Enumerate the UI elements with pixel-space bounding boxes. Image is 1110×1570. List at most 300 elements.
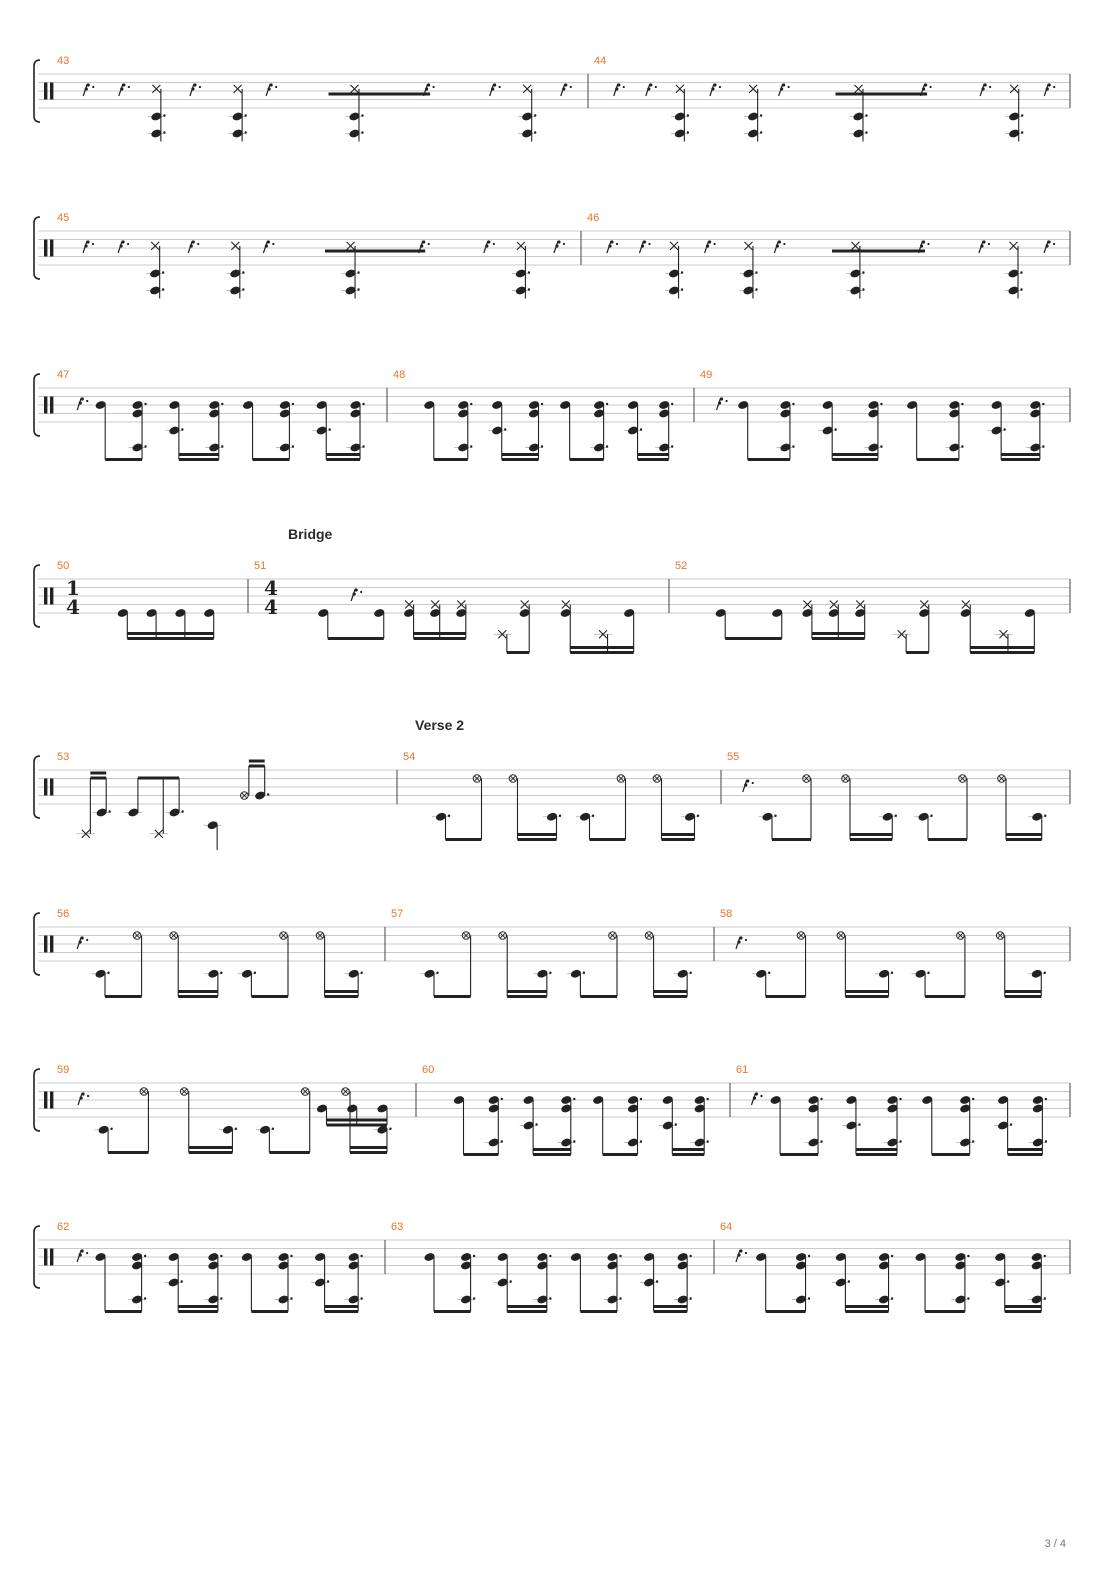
measure-notes — [743, 775, 1047, 840]
augmentation-dot — [163, 114, 165, 116]
augmentation-dot — [792, 445, 794, 447]
rest-flag — [737, 940, 740, 943]
augmentation-dot — [470, 403, 472, 405]
cymbal-x-notehead — [152, 85, 160, 93]
augmentation-dot — [573, 1098, 575, 1100]
rest-flag — [718, 401, 721, 404]
augmentation-dot — [163, 131, 165, 133]
staff-system — [34, 526, 1070, 653]
augmentation-dot — [86, 400, 88, 402]
cymbal-x-notehead — [670, 242, 678, 250]
rest-flag — [643, 240, 646, 243]
cymbal-x-notehead — [347, 242, 355, 250]
rest-flag — [190, 244, 193, 247]
augmentation-dot — [144, 1297, 146, 1299]
augmentation-dot — [275, 86, 277, 88]
rest-flag — [922, 87, 925, 90]
augmentation-dot — [549, 1297, 551, 1299]
rest-flag — [755, 1092, 758, 1095]
augmentation-dot — [862, 288, 864, 290]
rest-flag — [649, 83, 652, 86]
measure-number: 43 — [57, 55, 70, 67]
augmentation-dot — [687, 114, 689, 116]
augmentation-dot — [144, 445, 146, 447]
rest-flag — [85, 87, 88, 90]
rest-flag — [617, 83, 620, 86]
augmentation-dot — [671, 403, 673, 405]
staff-system — [34, 369, 1070, 460]
rest-flag — [739, 1249, 742, 1252]
augmentation-dot — [891, 1297, 893, 1299]
augmentation-dot — [1021, 114, 1023, 116]
rest-flag — [84, 244, 87, 247]
rest-flag — [746, 779, 749, 782]
rest-flag — [708, 240, 711, 243]
cymbal-x-notehead — [350, 85, 358, 93]
augmentation-dot — [640, 1098, 642, 1100]
cymbal-x-notehead — [234, 85, 242, 93]
rest-flag — [427, 83, 430, 86]
rest-flag — [1045, 244, 1048, 247]
rest-flag — [564, 83, 567, 86]
time-signature-denominator: 4 — [264, 595, 278, 619]
rest-flag — [739, 936, 742, 939]
augmentation-dot — [616, 243, 618, 245]
rest-flag — [425, 87, 428, 90]
augmentation-dot — [640, 1140, 642, 1142]
rest-flag — [493, 83, 496, 86]
rest-flag — [737, 1253, 740, 1256]
augmentation-dot — [899, 1140, 901, 1142]
augmentation-dot — [656, 1280, 658, 1282]
measure-notes — [453, 1095, 709, 1155]
augmentation-dot — [361, 131, 363, 133]
cymbal-x-notehead — [749, 85, 757, 93]
augmentation-dot — [880, 403, 882, 405]
augmentation-dot — [563, 243, 565, 245]
augmentation-dot — [549, 1255, 551, 1257]
rest-flag — [79, 1096, 82, 1099]
augmentation-dot — [707, 1140, 709, 1142]
augmentation-dot — [541, 445, 543, 447]
rest-flag — [422, 240, 425, 243]
percussion-clef — [44, 588, 47, 605]
augmentation-dot — [92, 86, 94, 88]
rest-flag — [982, 240, 985, 243]
rest-flag — [193, 83, 196, 86]
augmentation-dot — [972, 1098, 974, 1100]
rest-flag — [120, 87, 123, 90]
rest-flag — [1047, 240, 1050, 243]
augmentation-dot — [681, 288, 683, 290]
rest-flag — [1046, 87, 1049, 90]
augmentation-dot — [267, 793, 269, 795]
augmentation-dot — [549, 972, 551, 974]
measure-number: 48 — [393, 369, 406, 381]
rest-flag — [778, 240, 781, 243]
rest-flag — [79, 940, 82, 943]
measure-notes — [736, 1249, 1046, 1311]
measure-notes — [717, 397, 1045, 459]
augmentation-dot — [360, 1297, 362, 1299]
section-label: Bridge — [288, 526, 333, 542]
measure-number: 58 — [720, 908, 733, 920]
augmentation-dot — [473, 1297, 475, 1299]
rest-flag — [86, 240, 89, 243]
augmentation-dot — [930, 86, 932, 88]
augmentation-dot — [220, 1255, 222, 1257]
augmentation-dot — [87, 1095, 89, 1097]
augmentation-dot — [1021, 131, 1023, 133]
augmentation-dot — [162, 288, 164, 290]
percussion-clef — [44, 1092, 47, 1109]
rest-flag — [1048, 83, 1051, 86]
percussion-clef — [44, 240, 47, 257]
augmentation-dot — [86, 939, 88, 941]
augmentation-dot — [899, 1098, 901, 1100]
augmentation-dot — [967, 1297, 969, 1299]
cymbal-x-notehead — [744, 242, 752, 250]
rest-flag — [982, 87, 985, 90]
augmentation-dot — [1007, 1280, 1009, 1282]
rest-flag — [562, 87, 565, 90]
measure-notes — [77, 397, 365, 459]
augmentation-dot — [235, 1128, 237, 1130]
augmentation-dot — [848, 1280, 850, 1282]
augmentation-dot — [752, 782, 754, 784]
augmentation-dot — [808, 1297, 810, 1299]
cymbal-x-notehead — [851, 242, 859, 250]
augmentation-dot — [541, 403, 543, 405]
augmentation-dot — [865, 131, 867, 133]
page-number: 3 / 4 — [1044, 1538, 1066, 1550]
staff-system — [34, 212, 1070, 299]
augmentation-dot — [988, 243, 990, 245]
percussion-clef — [50, 779, 53, 796]
staff-system — [34, 1221, 1070, 1312]
percussion-clef — [44, 936, 47, 953]
rest-flag — [355, 588, 358, 591]
rest-flag — [555, 244, 558, 247]
augmentation-dot — [967, 1255, 969, 1257]
measure-number: 52 — [675, 560, 688, 572]
augmentation-dot — [862, 271, 864, 273]
cymbal-x-notehead — [1010, 85, 1018, 93]
augmentation-dot — [891, 972, 893, 974]
augmentation-dot — [583, 972, 585, 974]
measure-notes — [607, 240, 1055, 298]
rest-flag — [120, 244, 123, 247]
augmentation-dot — [220, 1297, 222, 1299]
augmentation-dot — [162, 271, 164, 273]
augmentation-dot — [1020, 271, 1022, 273]
cymbal-x-notehead — [523, 85, 531, 93]
rest-flag — [706, 244, 709, 247]
augmentation-dot — [144, 403, 146, 405]
measure-notes — [77, 932, 363, 997]
rest-flag — [780, 87, 783, 90]
augmentation-dot — [290, 1255, 292, 1257]
augmentation-dot — [1020, 288, 1022, 290]
augmentation-dot — [834, 428, 836, 430]
augmentation-dot — [755, 288, 757, 290]
augmentation-dot — [528, 271, 530, 273]
augmentation-dot — [689, 1255, 691, 1257]
augmentation-dot — [930, 815, 932, 817]
augmentation-dot — [972, 1140, 974, 1142]
augmentation-dot — [327, 1280, 329, 1282]
rest-flag — [485, 244, 488, 247]
augmentation-dot — [1044, 815, 1046, 817]
augmentation-dot — [534, 114, 536, 116]
augmentation-dot — [755, 271, 757, 273]
augmentation-dot — [573, 1140, 575, 1142]
augmentation-dot — [675, 1123, 677, 1125]
rest-flag — [487, 240, 490, 243]
augmentation-dot — [768, 972, 770, 974]
augmentation-dot — [714, 243, 716, 245]
augmentation-dot — [86, 1252, 88, 1254]
cymbal-x-notehead — [517, 242, 525, 250]
measure-number: 57 — [391, 908, 404, 920]
augmentation-dot — [961, 445, 963, 447]
cymbal-x-notehead — [676, 85, 684, 93]
augmentation-dot — [144, 1255, 146, 1257]
augmentation-dot — [865, 114, 867, 116]
time-signature-denominator: 4 — [66, 595, 80, 619]
percussion-clef — [50, 1092, 53, 1109]
measure-notes — [736, 932, 1046, 997]
rest-flag — [615, 87, 618, 90]
time-signature-numerator: 1 — [66, 576, 80, 600]
augmentation-dot — [501, 1098, 503, 1100]
rest-flag — [753, 1096, 756, 1099]
augmentation-dot — [1044, 1297, 1046, 1299]
augmentation-dot — [199, 86, 201, 88]
augmentation-dot — [619, 1255, 621, 1257]
augmentation-dot — [681, 271, 683, 273]
augmentation-dot — [606, 445, 608, 447]
rest-flag — [980, 244, 983, 247]
augmentation-dot — [1053, 243, 1055, 245]
augmentation-dot — [961, 403, 963, 405]
augmentation-dot — [272, 1128, 274, 1130]
percussion-clef — [50, 397, 53, 414]
measure-number: 50 — [57, 560, 70, 572]
section-label: Verse 2 — [415, 717, 465, 733]
measure-number: 54 — [403, 751, 416, 763]
rest-flag — [81, 1092, 84, 1095]
augmentation-dot — [360, 1255, 362, 1257]
augmentation-dot — [221, 403, 223, 405]
augmentation-dot — [792, 403, 794, 405]
augmentation-dot — [592, 815, 594, 817]
augmentation-dot — [1045, 1140, 1047, 1142]
percussion-clef — [50, 588, 53, 605]
augmentation-dot — [1045, 1098, 1047, 1100]
measure-notes — [83, 240, 565, 298]
rest-flag — [79, 401, 82, 404]
rest-flag — [270, 83, 273, 86]
augmentation-dot — [570, 86, 572, 88]
augmentation-dot — [128, 86, 130, 88]
augmentation-dot — [292, 445, 294, 447]
staff-system — [34, 717, 1070, 850]
augmentation-dot — [774, 815, 776, 817]
percussion-clef — [44, 397, 47, 414]
rest-flag — [79, 1253, 82, 1256]
augmentation-dot — [221, 445, 223, 447]
augmentation-dot — [360, 591, 362, 593]
staff-system — [34, 1064, 1070, 1155]
augmentation-dot — [254, 972, 256, 974]
augmentation-dot — [181, 1280, 183, 1282]
augmentation-dot — [1044, 1255, 1046, 1257]
rest-flag — [491, 87, 494, 90]
augmentation-dot — [470, 445, 472, 447]
rest-flag — [984, 83, 987, 86]
augmentation-dot — [244, 114, 246, 116]
augmentation-dot — [290, 1297, 292, 1299]
rest-flag — [81, 936, 84, 939]
rest-flag — [713, 83, 716, 86]
percussion-clef — [50, 936, 53, 953]
measure-notes — [77, 1249, 363, 1311]
measure-number: 64 — [720, 1221, 733, 1233]
measure-number: 45 — [57, 212, 70, 224]
augmentation-dot — [535, 1123, 537, 1125]
augmentation-dot — [606, 403, 608, 405]
cymbal-x-notehead — [231, 242, 239, 250]
percussion-clef — [50, 1249, 53, 1266]
rest-flag — [81, 397, 84, 400]
augmentation-dot — [1042, 445, 1044, 447]
augmentation-dot — [433, 86, 435, 88]
rest-flag — [922, 240, 925, 243]
augmentation-dot — [880, 445, 882, 447]
augmentation-dot — [329, 428, 331, 430]
augmentation-dot — [760, 1095, 762, 1097]
augmentation-dot — [640, 428, 642, 430]
augmentation-dot — [197, 243, 199, 245]
measure-number: 60 — [422, 1064, 435, 1076]
augmentation-dot — [760, 131, 762, 133]
rest-flag — [720, 397, 723, 400]
rest-flag — [87, 83, 90, 86]
augmentation-dot — [1044, 972, 1046, 974]
augmentation-dot — [272, 243, 274, 245]
augmentation-dot — [820, 1140, 822, 1142]
measure-notes — [77, 761, 270, 850]
augmentation-dot — [760, 114, 762, 116]
rest-flag — [608, 244, 611, 247]
rest-flag — [122, 240, 125, 243]
measure-number: 59 — [57, 1064, 70, 1076]
augmentation-dot — [927, 972, 929, 974]
rest-flag — [920, 244, 923, 247]
augmentation-dot — [389, 1128, 391, 1130]
measure-number: 46 — [587, 212, 600, 224]
rest-flag — [353, 592, 356, 595]
percussion-clef — [44, 83, 47, 100]
percussion-clef — [44, 1249, 47, 1266]
augmentation-dot — [473, 1255, 475, 1257]
rest-flag — [265, 244, 268, 247]
augmentation-dot — [448, 815, 450, 817]
augmentation-dot — [1010, 1123, 1012, 1125]
augmentation-dot — [689, 972, 691, 974]
augmentation-dot — [783, 243, 785, 245]
augmentation-dot — [436, 972, 438, 974]
measure-number: 61 — [736, 1064, 749, 1076]
augmentation-dot — [820, 1098, 822, 1100]
augmentation-dot — [671, 445, 673, 447]
rest-flag — [610, 240, 613, 243]
cymbal-x-notehead — [151, 242, 159, 250]
augmentation-dot — [689, 1297, 691, 1299]
augmentation-dot — [360, 972, 362, 974]
measure-notes — [715, 601, 1036, 653]
augmentation-dot — [1003, 428, 1005, 430]
measure-notes — [423, 1252, 691, 1312]
rest-flag — [641, 244, 644, 247]
measure-number: 47 — [57, 369, 70, 381]
measure-number: 63 — [391, 1221, 404, 1233]
augmentation-dot — [707, 1098, 709, 1100]
time-signature-numerator: 4 — [264, 576, 278, 600]
measure-notes — [83, 83, 572, 141]
rest-flag — [557, 240, 560, 243]
augmentation-dot — [989, 86, 991, 88]
rest-flag — [191, 87, 194, 90]
augmentation-dot — [181, 428, 183, 430]
augmentation-dot — [687, 131, 689, 133]
augmentation-dot — [244, 131, 246, 133]
augmentation-dot — [808, 1255, 810, 1257]
rest-flag — [192, 240, 195, 243]
measure-number: 55 — [727, 751, 740, 763]
augmentation-dot — [181, 810, 183, 812]
augmentation-dot — [559, 815, 561, 817]
augmentation-dot — [362, 403, 364, 405]
rest-flag — [782, 83, 785, 86]
staff-system — [34, 55, 1070, 142]
augmentation-dot — [107, 972, 109, 974]
measure-number: 51 — [254, 560, 267, 572]
percussion-clef — [44, 779, 47, 796]
augmentation-dot — [110, 1128, 112, 1130]
augmentation-dot — [534, 131, 536, 133]
augmentation-dot — [501, 1140, 503, 1142]
percussion-clef — [50, 240, 53, 257]
measure-notes — [317, 588, 635, 652]
augmentation-dot — [220, 972, 222, 974]
augmentation-dot — [292, 403, 294, 405]
augmentation-dot — [788, 86, 790, 88]
augmentation-dot — [1053, 86, 1055, 88]
augmentation-dot — [648, 243, 650, 245]
augmentation-dot — [655, 86, 657, 88]
rest-flag — [711, 87, 714, 90]
augmentation-dot — [361, 114, 363, 116]
measure-number: 53 — [57, 751, 70, 763]
rest-flag — [420, 244, 423, 247]
augmentation-dot — [242, 288, 244, 290]
augmentation-dot — [510, 1280, 512, 1282]
percussion-clef — [50, 83, 53, 100]
rest-flag — [647, 87, 650, 90]
measure-notes — [117, 608, 216, 639]
